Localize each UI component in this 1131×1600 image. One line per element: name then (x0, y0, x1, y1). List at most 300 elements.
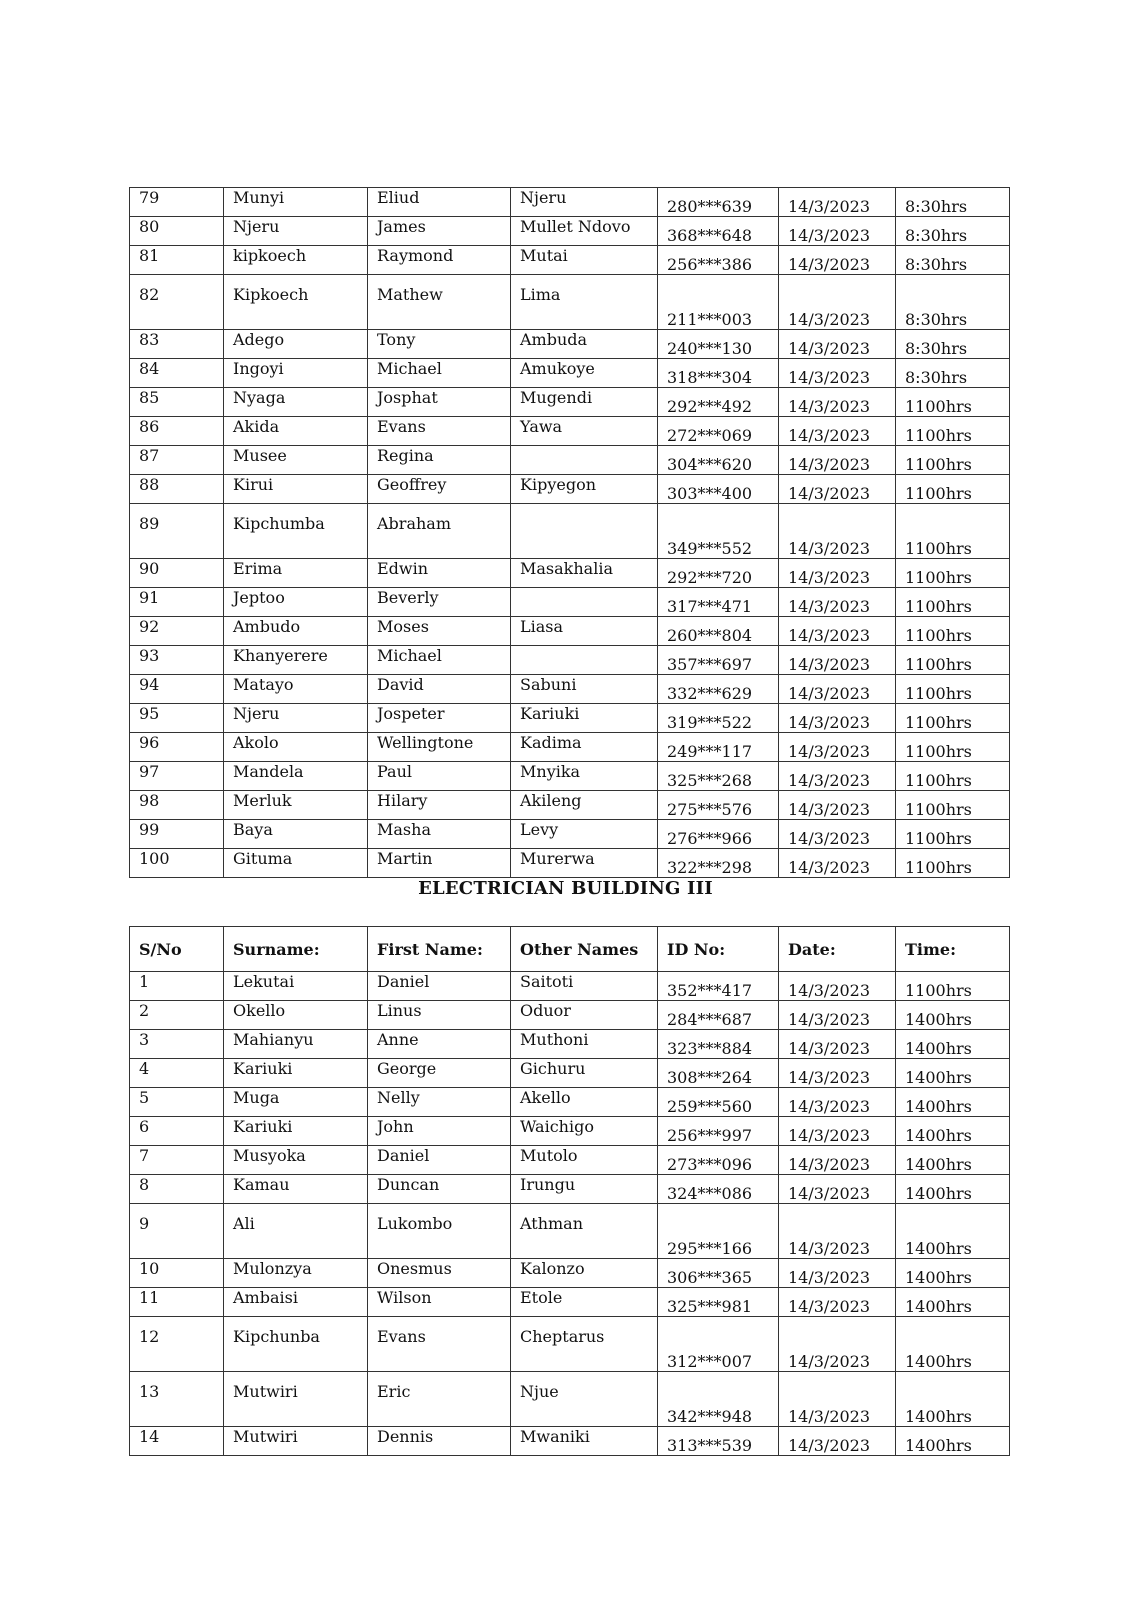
cell-surname: kipkoech (224, 246, 368, 275)
cell-time: 8:30hrs (896, 330, 1010, 359)
cell-sno: 91 (130, 588, 224, 617)
cell-first-name: George (368, 1059, 511, 1088)
cell-date: 14/3/2023 (779, 675, 896, 704)
table-row (130, 330, 1010, 359)
cell-surname: Adego (224, 330, 368, 359)
cell-surname: Ali (224, 1204, 368, 1259)
cell-surname: Ingoyi (224, 359, 368, 388)
cell-surname: Mulonzya (224, 1259, 368, 1288)
cell-surname: Akida (224, 417, 368, 446)
table-row (130, 972, 1010, 1001)
table-row (130, 246, 1010, 275)
cell-date: 14/3/2023 (779, 388, 896, 417)
cell-first-name: Linus (368, 1001, 511, 1030)
cell-date: 14/3/2023 (779, 588, 896, 617)
cell-sno: 6 (130, 1117, 224, 1146)
cell-date: 14/3/2023 (779, 617, 896, 646)
cell-first-name: David (368, 675, 511, 704)
cell-surname: Musee (224, 446, 368, 475)
cell-id-no: 322***298 (658, 849, 779, 878)
cell-sno: 9 (130, 1204, 224, 1259)
cell-other-names: Mugendi (511, 388, 658, 417)
cell-other-names: Akileng (511, 791, 658, 820)
cell-first-name: Michael (368, 646, 511, 675)
cell-other-names: Saitoti (511, 972, 658, 1001)
section-title: ELECTRICIAN BUILDING III (418, 878, 713, 899)
table-row (130, 559, 1010, 588)
table-row (130, 588, 1010, 617)
cell-time: 1100hrs (896, 849, 1010, 878)
cell-time: 1400hrs (896, 1175, 1010, 1204)
cell-date: 14/3/2023 (779, 1175, 896, 1204)
table-row (130, 1427, 1010, 1456)
cell-id-no: 272***069 (658, 417, 779, 446)
cell-first-name: Evans (368, 417, 511, 446)
cell-sno: 95 (130, 704, 224, 733)
cell-other-names (511, 588, 658, 617)
cell-sno: 4 (130, 1059, 224, 1088)
table-row (130, 1317, 1010, 1372)
cell-first-name: Nelly (368, 1088, 511, 1117)
cell-surname: Matayo (224, 675, 368, 704)
cell-sno: 93 (130, 646, 224, 675)
cell-surname: Mahianyu (224, 1030, 368, 1059)
cell-time: 1100hrs (896, 417, 1010, 446)
cell-id-no: 292***720 (658, 559, 779, 588)
cell-surname: Njeru (224, 217, 368, 246)
cell-other-names: Etole (511, 1288, 658, 1317)
cell-surname: Kipchunba (224, 1317, 368, 1372)
cell-other-names: Athman (511, 1204, 658, 1259)
cell-other-names: Gichuru (511, 1059, 658, 1088)
cell-id-no: 313***539 (658, 1427, 779, 1456)
cell-first-name: Geoffrey (368, 475, 511, 504)
cell-id-no: 276***966 (658, 820, 779, 849)
cell-date: 14/3/2023 (779, 246, 896, 275)
cell-time: 1100hrs (896, 388, 1010, 417)
cell-id-no: 275***576 (658, 791, 779, 820)
cell-time: 1100hrs (896, 646, 1010, 675)
cell-id-no: 349***552 (658, 504, 779, 559)
header-surname: Surname: (224, 927, 368, 972)
cell-id-no: 295***166 (658, 1204, 779, 1259)
cell-date: 14/3/2023 (779, 559, 896, 588)
cell-id-no: 357***697 (658, 646, 779, 675)
cell-time: 8:30hrs (896, 275, 1010, 330)
cell-time: 1100hrs (896, 475, 1010, 504)
cell-date: 14/3/2023 (779, 359, 896, 388)
cell-id-no: 259***560 (658, 1088, 779, 1117)
cell-first-name: Michael (368, 359, 511, 388)
cell-surname: Baya (224, 820, 368, 849)
table-row (130, 1030, 1010, 1059)
cell-surname: Okello (224, 1001, 368, 1030)
table-row (130, 617, 1010, 646)
cell-first-name: James (368, 217, 511, 246)
cell-other-names: Njeru (511, 188, 658, 217)
cell-sno: 8 (130, 1175, 224, 1204)
cell-date: 14/3/2023 (779, 704, 896, 733)
cell-other-names: Mullet Ndovo (511, 217, 658, 246)
cell-date: 14/3/2023 (779, 820, 896, 849)
cell-surname: Lekutai (224, 972, 368, 1001)
cell-time: 1100hrs (896, 820, 1010, 849)
cell-time: 1400hrs (896, 1204, 1010, 1259)
table-header-row (130, 927, 1010, 972)
cell-other-names: Mnyika (511, 762, 658, 791)
cell-date: 14/3/2023 (779, 504, 896, 559)
cell-sno: 84 (130, 359, 224, 388)
table-row (130, 820, 1010, 849)
cell-time: 1100hrs (896, 675, 1010, 704)
cell-sno: 81 (130, 246, 224, 275)
cell-time: 1400hrs (896, 1059, 1010, 1088)
cell-surname: Erima (224, 559, 368, 588)
cell-first-name: Raymond (368, 246, 511, 275)
cell-id-no: 304***620 (658, 446, 779, 475)
table-row (130, 1288, 1010, 1317)
cell-sno: 97 (130, 762, 224, 791)
table-row (130, 1146, 1010, 1175)
cell-surname: Mutwiri (224, 1427, 368, 1456)
cell-id-no: 352***417 (658, 972, 779, 1001)
cell-other-names: Akello (511, 1088, 658, 1117)
cell-id-no: 280***639 (658, 188, 779, 217)
cell-first-name: Beverly (368, 588, 511, 617)
table-row (130, 1204, 1010, 1259)
cell-first-name: Eric (368, 1372, 511, 1427)
cell-other-names: Murerwa (511, 849, 658, 878)
cell-other-names: Ambuda (511, 330, 658, 359)
cell-first-name: Paul (368, 762, 511, 791)
electrician-building-iii-table (129, 926, 1010, 1456)
attendance-table-continued (129, 187, 1010, 878)
cell-sno: 94 (130, 675, 224, 704)
cell-other-names: Njue (511, 1372, 658, 1427)
cell-time: 1400hrs (896, 1288, 1010, 1317)
cell-first-name: Daniel (368, 1146, 511, 1175)
table-row (130, 1088, 1010, 1117)
cell-date: 14/3/2023 (779, 1317, 896, 1372)
cell-other-names: Cheptarus (511, 1317, 658, 1372)
cell-first-name: Duncan (368, 1175, 511, 1204)
cell-id-no: 292***492 (658, 388, 779, 417)
cell-other-names: Kipyegon (511, 475, 658, 504)
cell-surname: Musyoka (224, 1146, 368, 1175)
cell-surname: Mandela (224, 762, 368, 791)
cell-id-no: 325***268 (658, 762, 779, 791)
header-id-no: ID No: (658, 927, 779, 972)
electrician-table-body (130, 972, 1010, 1456)
cell-id-no: 240***130 (658, 330, 779, 359)
cell-surname: Jeptoo (224, 588, 368, 617)
cell-surname: Mutwiri (224, 1372, 368, 1427)
cell-id-no: 342***948 (658, 1372, 779, 1427)
cell-time: 8:30hrs (896, 246, 1010, 275)
cell-date: 14/3/2023 (779, 1059, 896, 1088)
table-row (130, 388, 1010, 417)
cell-id-no: 306***365 (658, 1259, 779, 1288)
cell-first-name: Lukombo (368, 1204, 511, 1259)
cell-sno: 88 (130, 475, 224, 504)
cell-time: 1100hrs (896, 588, 1010, 617)
table-row (130, 275, 1010, 330)
table-row (130, 417, 1010, 446)
cell-sno: 98 (130, 791, 224, 820)
cell-date: 14/3/2023 (779, 646, 896, 675)
cell-sno: 12 (130, 1317, 224, 1372)
cell-id-no: 317***471 (658, 588, 779, 617)
cell-surname: Gituma (224, 849, 368, 878)
cell-time: 1100hrs (896, 704, 1010, 733)
cell-sno: 1 (130, 972, 224, 1001)
cell-other-names (511, 646, 658, 675)
header-sno: S/No (130, 927, 224, 972)
table-row (130, 475, 1010, 504)
cell-id-no: 260***804 (658, 617, 779, 646)
cell-time: 1100hrs (896, 617, 1010, 646)
cell-sno: 100 (130, 849, 224, 878)
cell-first-name: Edwin (368, 559, 511, 588)
cell-other-names: Lima (511, 275, 658, 330)
cell-id-no: 323***884 (658, 1030, 779, 1059)
cell-time: 1100hrs (896, 733, 1010, 762)
cell-surname: Kariuki (224, 1117, 368, 1146)
cell-first-name: Anne (368, 1030, 511, 1059)
cell-sno: 85 (130, 388, 224, 417)
cell-time: 1400hrs (896, 1088, 1010, 1117)
cell-date: 14/3/2023 (779, 733, 896, 762)
cell-surname: Njeru (224, 704, 368, 733)
cell-id-no: 284***687 (658, 1001, 779, 1030)
cell-time: 8:30hrs (896, 188, 1010, 217)
cell-other-names: Sabuni (511, 675, 658, 704)
cell-id-no: 318***304 (658, 359, 779, 388)
cell-date: 14/3/2023 (779, 217, 896, 246)
cell-date: 14/3/2023 (779, 1001, 896, 1030)
table-row (130, 359, 1010, 388)
cell-first-name: Josphat (368, 388, 511, 417)
cell-sno: 3 (130, 1030, 224, 1059)
cell-sno: 5 (130, 1088, 224, 1117)
cell-date: 14/3/2023 (779, 417, 896, 446)
cell-first-name: Masha (368, 820, 511, 849)
cell-first-name: Jospeter (368, 704, 511, 733)
cell-date: 14/3/2023 (779, 1288, 896, 1317)
cell-time: 1400hrs (896, 1259, 1010, 1288)
cell-time: 1100hrs (896, 504, 1010, 559)
cell-other-names: Liasa (511, 617, 658, 646)
cell-sno: 86 (130, 417, 224, 446)
cell-date: 14/3/2023 (779, 1427, 896, 1456)
cell-first-name: Wilson (368, 1288, 511, 1317)
cell-surname: Ambudo (224, 617, 368, 646)
table-row (130, 1175, 1010, 1204)
cell-other-names: Mutolo (511, 1146, 658, 1175)
cell-sno: 83 (130, 330, 224, 359)
cell-id-no: 273***096 (658, 1146, 779, 1175)
cell-id-no: 256***997 (658, 1117, 779, 1146)
cell-first-name: Onesmus (368, 1259, 511, 1288)
cell-date: 14/3/2023 (779, 1204, 896, 1259)
cell-sno: 7 (130, 1146, 224, 1175)
cell-time: 1100hrs (896, 791, 1010, 820)
table-row (130, 762, 1010, 791)
cell-sno: 87 (130, 446, 224, 475)
cell-id-no: 308***264 (658, 1059, 779, 1088)
cell-id-no: 324***086 (658, 1175, 779, 1204)
cell-sno: 96 (130, 733, 224, 762)
cell-sno: 2 (130, 1001, 224, 1030)
header-time: Time: (896, 927, 1010, 972)
cell-sno: 80 (130, 217, 224, 246)
cell-other-names: Mutai (511, 246, 658, 275)
cell-time: 1400hrs (896, 1372, 1010, 1427)
cell-first-name: Moses (368, 617, 511, 646)
cell-id-no: 312***007 (658, 1317, 779, 1372)
cell-surname: Kamau (224, 1175, 368, 1204)
cell-other-names: Kadima (511, 733, 658, 762)
cell-other-names: Levy (511, 820, 658, 849)
cell-time: 1100hrs (896, 446, 1010, 475)
cell-sno: 14 (130, 1427, 224, 1456)
cell-date: 14/3/2023 (779, 1372, 896, 1427)
cell-id-no: 325***981 (658, 1288, 779, 1317)
cell-date: 14/3/2023 (779, 1146, 896, 1175)
cell-id-no: 368***648 (658, 217, 779, 246)
cell-first-name: Tony (368, 330, 511, 359)
cell-first-name: Evans (368, 1317, 511, 1372)
header-first-name: First Name: (368, 927, 511, 972)
cell-sno: 89 (130, 504, 224, 559)
cell-surname: Munyi (224, 188, 368, 217)
table-row (130, 675, 1010, 704)
cell-other-names: Kalonzo (511, 1259, 658, 1288)
cell-first-name: Daniel (368, 972, 511, 1001)
table-row (130, 849, 1010, 878)
header-date: Date: (779, 927, 896, 972)
cell-surname: Khanyerere (224, 646, 368, 675)
cell-first-name: Eliud (368, 188, 511, 217)
cell-time: 1100hrs (896, 762, 1010, 791)
cell-other-names: Masakhalia (511, 559, 658, 588)
cell-surname: Ambaisi (224, 1288, 368, 1317)
cell-sno: 10 (130, 1259, 224, 1288)
cell-first-name: Mathew (368, 275, 511, 330)
cell-other-names (511, 504, 658, 559)
table-row (130, 446, 1010, 475)
cell-sno: 99 (130, 820, 224, 849)
cell-date: 14/3/2023 (779, 972, 896, 1001)
cell-first-name: Martin (368, 849, 511, 878)
cell-sno: 79 (130, 188, 224, 217)
cell-time: 1400hrs (896, 1030, 1010, 1059)
cell-id-no: 211***003 (658, 275, 779, 330)
attendance-table-body (130, 188, 1010, 878)
cell-sno: 11 (130, 1288, 224, 1317)
cell-date: 14/3/2023 (779, 1030, 896, 1059)
cell-sno: 92 (130, 617, 224, 646)
cell-time: 1400hrs (896, 1427, 1010, 1456)
cell-surname: Merluk (224, 791, 368, 820)
cell-sno: 13 (130, 1372, 224, 1427)
cell-surname: Kipkoech (224, 275, 368, 330)
table-row (130, 217, 1010, 246)
cell-id-no: 319***522 (658, 704, 779, 733)
header-other-names: Other Names (511, 927, 658, 972)
cell-time: 1400hrs (896, 1001, 1010, 1030)
cell-first-name: Abraham (368, 504, 511, 559)
cell-date: 14/3/2023 (779, 475, 896, 504)
cell-surname: Kariuki (224, 1059, 368, 1088)
cell-other-names: Amukoye (511, 359, 658, 388)
cell-date: 14/3/2023 (779, 791, 896, 820)
cell-date: 14/3/2023 (779, 330, 896, 359)
cell-id-no: 249***117 (658, 733, 779, 762)
table-row (130, 1059, 1010, 1088)
cell-other-names: Muthoni (511, 1030, 658, 1059)
cell-other-names: Yawa (511, 417, 658, 446)
table-row (130, 188, 1010, 217)
table-row (130, 1372, 1010, 1427)
table-row (130, 646, 1010, 675)
cell-date: 14/3/2023 (779, 1259, 896, 1288)
cell-id-no: 303***400 (658, 475, 779, 504)
cell-surname: Akolo (224, 733, 368, 762)
cell-surname: Kirui (224, 475, 368, 504)
cell-sno: 82 (130, 275, 224, 330)
cell-other-names: Irungu (511, 1175, 658, 1204)
cell-date: 14/3/2023 (779, 188, 896, 217)
cell-time: 1400hrs (896, 1117, 1010, 1146)
table-row (130, 1259, 1010, 1288)
cell-surname: Muga (224, 1088, 368, 1117)
cell-first-name: Regina (368, 446, 511, 475)
cell-first-name: Wellingtone (368, 733, 511, 762)
cell-date: 14/3/2023 (779, 762, 896, 791)
cell-time: 8:30hrs (896, 217, 1010, 246)
cell-other-names: Oduor (511, 1001, 658, 1030)
cell-surname: Nyaga (224, 388, 368, 417)
cell-date: 14/3/2023 (779, 849, 896, 878)
table-row (130, 504, 1010, 559)
cell-time: 8:30hrs (896, 359, 1010, 388)
cell-time: 1100hrs (896, 972, 1010, 1001)
cell-first-name: Hilary (368, 791, 511, 820)
table-row (130, 1001, 1010, 1030)
table-row (130, 733, 1010, 762)
cell-time: 1400hrs (896, 1146, 1010, 1175)
cell-sno: 90 (130, 559, 224, 588)
cell-date: 14/3/2023 (779, 446, 896, 475)
cell-time: 1100hrs (896, 559, 1010, 588)
cell-other-names: Kariuki (511, 704, 658, 733)
cell-surname: Kipchumba (224, 504, 368, 559)
cell-other-names (511, 446, 658, 475)
cell-first-name: John (368, 1117, 511, 1146)
cell-time: 1400hrs (896, 1317, 1010, 1372)
cell-other-names: Waichigo (511, 1117, 658, 1146)
table-row (130, 1117, 1010, 1146)
cell-date: 14/3/2023 (779, 1088, 896, 1117)
cell-date: 14/3/2023 (779, 275, 896, 330)
cell-other-names: Mwaniki (511, 1427, 658, 1456)
cell-date: 14/3/2023 (779, 1117, 896, 1146)
cell-id-no: 256***386 (658, 246, 779, 275)
cell-first-name: Dennis (368, 1427, 511, 1456)
table-row (130, 704, 1010, 733)
cell-id-no: 332***629 (658, 675, 779, 704)
